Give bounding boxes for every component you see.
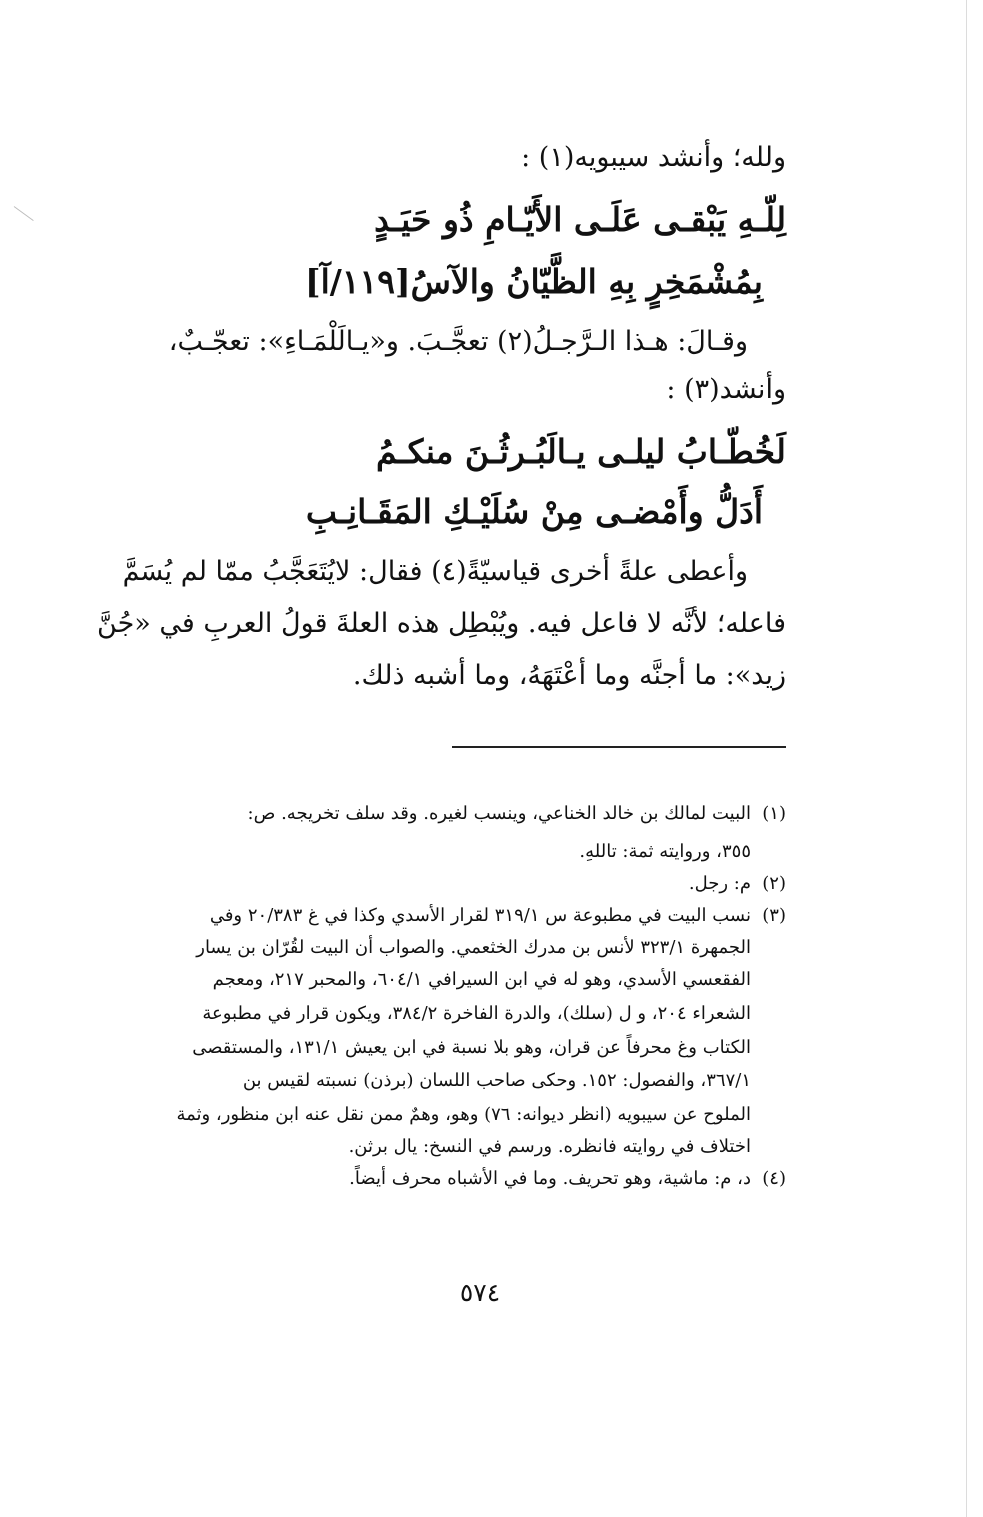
footnote-3-line-5: الكتاب وغ محرفاً عن قران، وهو بلا نسبة في ابن يعيش ١٣١/١، والمستقصى (192, 1037, 751, 1058)
footnote-3-line-3: الفقعسي الأسدي، وهو له في ابن السيرافي ٦٠٤/١، والمحبر ٢١٧، ومعجم (212, 969, 751, 990)
page-number: ٥٧٤ (459, 1278, 501, 1307)
footnote-3-line-4: الشعراء ٢٠٤، و ل (سلك)، والدرة الفاخرة ٣٨٤/٢، ويكون قرار في مطبوعة (202, 1003, 751, 1024)
footnote-3-number: (٣) (762, 905, 786, 926)
scan-edge-line (966, 0, 967, 1517)
footnote-3-line-2: الجمهرة ٣٢٣/١ لأنس بن مدرك الخثعمي. والصواب أن البيت لقُرّان بن يسار (196, 937, 751, 958)
body-line-5: فاعله؛ لأنَّه لا فاعل فيه. ويُبْطِل هذه العلةَ قولُ العربِ في «جُنَّ (97, 608, 786, 639)
footnote-2-number: (٢) (762, 873, 786, 894)
footnote-3-line-6: ٣٦٧/١، والفصول: ١٥٢. وحكى صاحب اللسان (برذن) نسبته لقيس بن (242, 1070, 751, 1091)
body-line-3: وأنشد(٣) : (666, 374, 786, 405)
verse-2-hemistich-1: لَخُطّـابُ ليلـى يـالَبُـرثُـنَ منكـمُ (375, 432, 786, 471)
body-line-6: زيد»: ما أجنَّه وما أعْتَهَهُ، وما أشبه ذلك. (352, 660, 786, 691)
footnote-3-line-1: نسب البيت في مطبوعة س ٣١٩/١ لقرار الأسدي وكذا في غ ٢٠/٣٨٣ وفي (209, 905, 751, 926)
footnote-3-line-7: الملوح عن سيبويه (انظر ديوانه: ٧٦) وهو، وهمٌ ممن نقل عنه ابن منظور، وثمة (176, 1104, 751, 1125)
body-line-4: وأعطى علةً أخرى قياسيّةً(٤) فقال: لايُتَعَجَّبُ ممّا لم يُسَمَّ (122, 556, 748, 587)
verse-1-hemistich-1: لِلّـهِ يَبْقـى عَلَـى الأَيّـامِ ذُو حَيَـدٍ (374, 200, 786, 239)
footnote-4-number: (٤) (762, 1168, 786, 1189)
verse-2-hemistich-2: أَدَلُّ وأَمْضـى مِنْ سُلَيْـكِ المَقَـانِـبِ (305, 492, 763, 531)
footnote-1-number: (١) (762, 803, 786, 824)
body-line-2: وقـالَ: هـذا الـرَّجـلُ(٢) تعجَّـبَ. و«يـالَلْمَـاءِ»: تعجّـبٌ، (168, 326, 748, 357)
footnote-4-line-1: د، م: ماشية، وهو تحريف. وما في الأشباه محرف أيضاً. (349, 1168, 751, 1189)
footnote-1-line-2: ٣٥٥، وروايته ثمة: تاللهِ. (579, 841, 751, 862)
verse-1-hemistich-2: بِمُشْمَخِرٍ بِهِ الظَّيّانُ والآسُ[١١٩/آ] (304, 262, 763, 301)
footnote-separator (452, 746, 786, 748)
footnote-2-line-1: م: رجل. (688, 873, 751, 894)
scan-stray-mark (14, 206, 34, 221)
footnote-1-line-1: البيت لمالك بن خالد الخناعي، وينسب لغيره. وقد سلف تخريجه. ص: (247, 803, 751, 824)
footnote-3-line-8: اختلاف في روايته فانظره. ورسم في النسخ: يال برثن. (348, 1136, 751, 1157)
body-line-1: ولله؛ وأنشد سيبويه(١) : (521, 142, 786, 173)
